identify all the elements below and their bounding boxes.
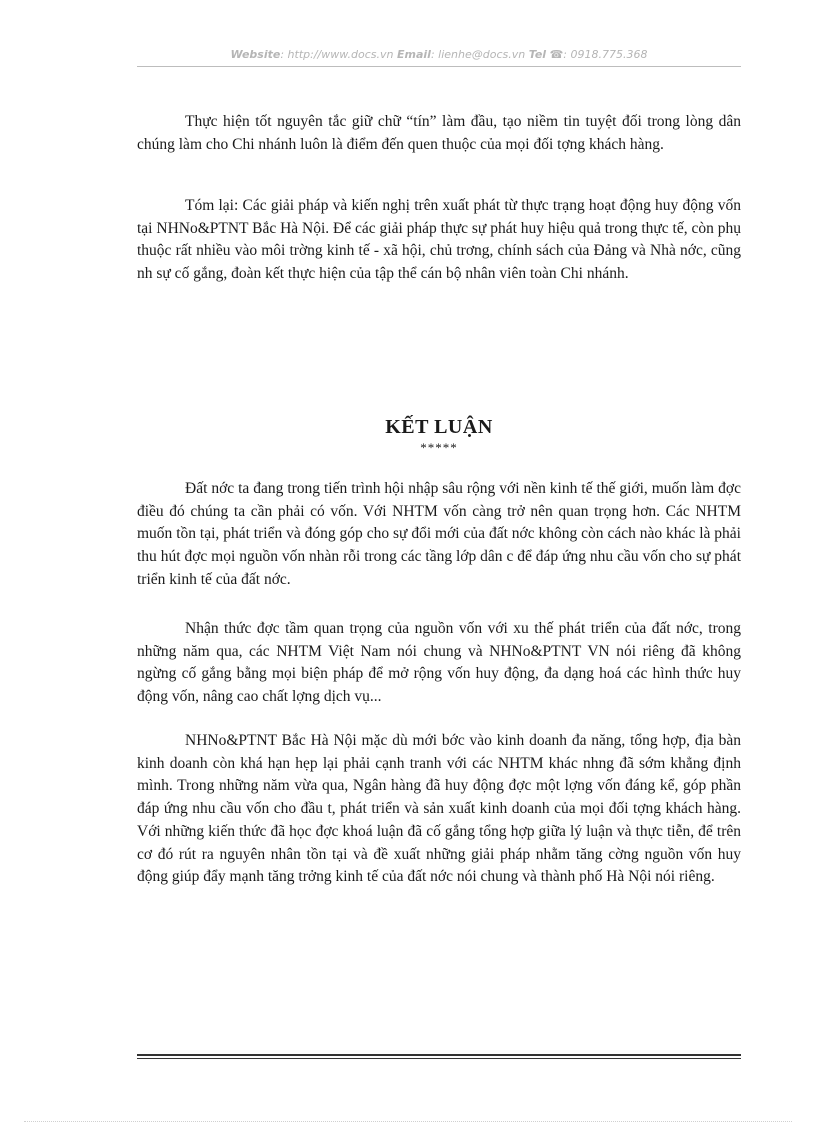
conclusion-paragraph-2	[137, 618, 741, 709]
footer-rule	[137, 1054, 741, 1059]
email-value: : lienhe@docs.vn	[430, 48, 526, 61]
paragraph-text: Đất nớc ta đang trong tiến trình hội nhập sâu rộng với nền kinh tế thế giới, muốn làm đợc điều đó chúng ta cần phải có vốn. Với NHTM vốn càng trở nên quan trọng hơn. Các NHTM muốn tồn tại, phát triển và đóng góp cho sự đổi mới của đất nớc không còn cách nào khác là phải thu hút đợc mọi nguồn vốn nhàn rỗi trong các tầng lớp dân c để đáp ứng nhu cầu vốn cho sự phát triển kinh tế của đất nớc.	[137, 480, 741, 588]
page-edge	[24, 1121, 792, 1122]
email-label: Email	[397, 48, 431, 61]
phone-icon: ☎	[549, 48, 564, 61]
tel-value: : 0918.775.368	[563, 48, 648, 61]
conclusion-paragraph-3	[137, 730, 741, 889]
tel-label: Tel	[528, 48, 547, 61]
header-rule	[137, 66, 741, 67]
paragraph-text: Thực hiện tốt nguyên tắc giữ chữ “tín” làm đầu, tạo niềm tin tuyệt đối trong lòng dân chúng làm cho Chi nhánh luôn là điểm đến quen thuộc của mọi đối tợng khách hàng.	[137, 113, 741, 153]
section-title: KẾT LUẬN	[385, 416, 493, 438]
paragraph-text: Nhận thức đợc tầm quan trọng của nguồn vốn với xu thế phát triển của đất nớc, trong những năm qua, các NHTM Việt Nam nói chung và NHNo&PTNT VN nói riêng đã không ngừng cố gắng bằng mọi biện pháp để mở rộng vốn huy động, đa dạng hoá các hình thức huy động vốn, nâng cao chất lợng dịch vụ...	[137, 620, 741, 706]
title-ornament: *****	[420, 440, 458, 455]
paragraph-text: NHNo&PTNT Bắc Hà Nội mặc dù mới bớc vào kinh doanh đa năng, tổng hợp, địa bàn kinh doanh còn khá hạn hẹp lại phải cạnh tranh với các NHTM khác nhng đã sớm khẳng định mình. Trong những năm vừa qua, Ngân hàng đã huy động đợc một lợng vốn đáng kể, góp phần đáp ứng nhu cầu vốn cho đầu t, phát triển và sản xuất kinh doanh của mọi đối tợng khách hàng. Với những kiến thức đã học đợc khoá luận đã cố gắng tổng hợp giữa lý luận và thực tiễn, để trên cơ đó rút ra nguyên nhân tồn tại và đề xuất những giải pháp nhằm tăng cờng nguồn vốn huy động giúp đẩy mạnh tăng trởng kinh tế của đất nớc nói chung và thành phố Hà Nội nói riêng.	[137, 732, 741, 886]
page-header	[137, 48, 741, 61]
body-paragraph-2	[137, 195, 741, 286]
website-label: Website	[230, 48, 281, 61]
conclusion-paragraph-1	[137, 478, 741, 592]
body-paragraph-1	[137, 111, 741, 156]
paragraph-text: Tóm lại: Các giải pháp và kiến nghị trên xuất phát từ thực trạng hoạt động huy động vốn tại NHNo&PTNT Bắc Hà Nội. Để các giải pháp thực sự phát huy hiệu quả trong thực tế, còn phụ thuộc rất nhiều vào môi trờng kinh tế - xã hội, chủ trơng, chính sách của Đảng và Nhà nớc, cũng nh sự cố gắng, đoàn kết thực hiện của tập thể cán bộ nhân viên toàn Chi nhánh.	[137, 197, 741, 283]
website-value: : http://www.docs.vn	[280, 48, 394, 61]
